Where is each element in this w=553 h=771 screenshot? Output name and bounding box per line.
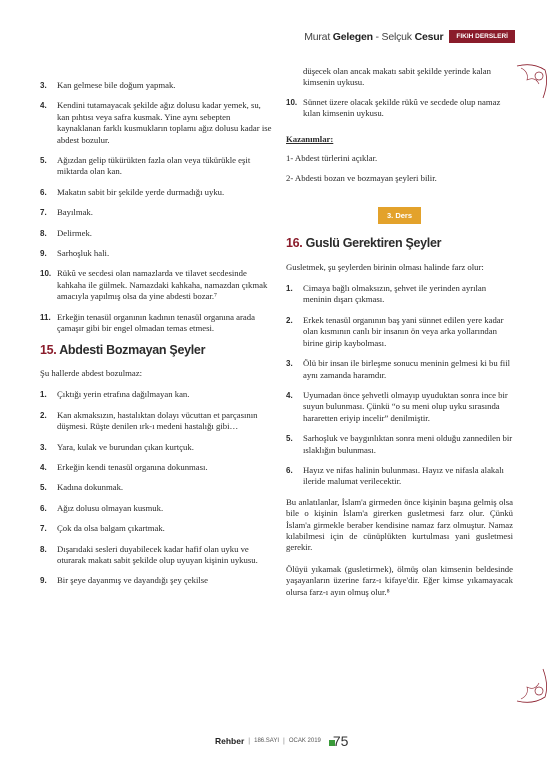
list-item-text: Erkek tenasül organının baş yani sünnet edilen yere kadar olan kısmının canlı bir insanın ön veya arka yollarından birine girip kaybolması. [303, 314, 504, 348]
abdest-bozmayan-list-end [286, 97, 513, 120]
kazanimlar-title: Kazanımlar: [286, 133, 334, 144]
list-item-text: Kendini tutamayacak şekilde ağız dolusu kadar yemek, su, kan pıhtısı veya safra kusmak. Yine aynı sebepten kaynaklanan farklı kusmukların toplamı ağız dolusu kadar ise abdest bozulur. [57, 100, 272, 145]
list-item [286, 465, 513, 488]
list-item-text: Sarhoşluk ve baygınlıktan sonra meni olduğu zannedilen bir ıslaklığın bulunması. [303, 433, 513, 455]
list-item-number: 11. [40, 312, 51, 322]
list-item-text: Makatın sabit bir şekilde yerde durmadığı uyku. [57, 186, 225, 197]
list-item [40, 410, 272, 433]
list-item-text: Ölü bir insan ile birleşme sonucu meninin gelmesi ki bu fiil aynı zamanda haramdır. [303, 358, 511, 380]
list-item-number: 3. [286, 359, 293, 369]
list-item [40, 312, 272, 335]
list-item-number: 9. [40, 249, 47, 259]
section-16-intro: Gusletmek, şu şeylerden birinin olması halinde farz olur: [286, 261, 484, 272]
abdest-bozmayan-list [40, 389, 272, 586]
list-item-text: Hayız ve nifas halinin bulunması. Hayız ve nifasla alakalı ileride malumat verilecektir. [303, 464, 504, 487]
corner-ornament-icon [515, 62, 551, 102]
list-item-number: 7. [40, 524, 47, 534]
left-column [40, 80, 272, 596]
list-item-text: Erkeğin tenasül organının kadının tenasül organına arada çamaşır gibi bir engel olmadan temas etmesi. [57, 311, 255, 334]
page-number: 75 [329, 733, 349, 749]
list-item [286, 358, 513, 381]
list-item-text: Çok da olsa balgam çıkartmak. [57, 523, 165, 534]
list-item [286, 315, 513, 349]
page-footer: Rehber | 186.SAYI | OCAK 2019 75 [215, 733, 349, 749]
section-16-heading: 16. Guslü Gerektiren Şeyler [286, 236, 442, 251]
list-item [40, 523, 272, 534]
list-item-number: 5. [40, 483, 47, 493]
list-item-number: 1. [40, 390, 47, 400]
list-item-text: Dışarıdaki sesleri duyabilecek kadar hafif olan uyku ve oturarak makatı sabit şekilde olup uyuyan kişinin uykusu. [57, 543, 258, 565]
ders-badge-row [286, 207, 513, 224]
list-item-text: Kan akmaksızın, hastalıktan dolayı vücuttan et parçasının düşmesi. Rüşte denilen ırk-ı medeni hastalığı gibi… [57, 409, 258, 432]
list-item [40, 268, 272, 302]
list-item [40, 389, 272, 400]
list-item [40, 503, 272, 514]
list-item [40, 100, 272, 146]
list-item-number: 4. [40, 462, 47, 472]
section-15-heading: 15. Abdesti Bozmayan Şeyler [40, 342, 206, 357]
list-item-number: 3. [40, 81, 47, 90]
list-item-text: Ağız dolusu olmayan kusmuk. [57, 502, 164, 513]
list-item [40, 187, 272, 198]
list-item [40, 482, 272, 493]
list-item-number: 8. [40, 544, 47, 554]
list-item-text: Çıktığı yerin etrafına dağılmayan kan. [57, 389, 190, 400]
section-tag: FIKIH DERSLERİ [449, 30, 515, 43]
list-item [40, 462, 272, 473]
gusul-list [286, 283, 513, 488]
right-column [286, 66, 513, 608]
list-item-text: Bayılmak. [57, 207, 93, 218]
list-item-text: Sarhoşluk hali. [57, 248, 110, 259]
list-item-number: 2. [40, 410, 47, 420]
magazine-logo: Rehber [215, 736, 245, 746]
list-item [40, 80, 272, 91]
list-item [286, 433, 513, 456]
list-item-number: 2. [286, 315, 293, 325]
list-item-text: Cimaya bağlı olmaksızın, şehvet ile yerinden ayrılan meninin dışarı çıkması. [303, 283, 487, 305]
list-item-text: Delirmek. [57, 227, 92, 238]
list-item-text: Rükû ve secdesi olan namazlarda ve tilavet secdesinde kahkaha ile gülmek. Namazdaki kahkaha, namazdan çıkmak amacıyla yapılmış olsa da yine abdesti bozar.⁷ [57, 268, 268, 302]
list-item [40, 442, 272, 453]
list-item-number: 5. [40, 156, 47, 166]
list-item-text: Kan gelmese bile doğum yapmak. [57, 80, 176, 90]
list-item-number: 3. [40, 442, 47, 452]
issue-number: 186.SAYI [254, 738, 280, 744]
authors: Murat Gelegen - Selçuk Cesur [304, 30, 444, 43]
list-item-number: 1. [286, 284, 293, 294]
list-item [40, 575, 272, 586]
section-15-intro: Şu hallerde abdest bozulmaz: [40, 367, 143, 378]
list-item [40, 544, 272, 567]
list-item-number: 6. [286, 465, 293, 475]
list-item [286, 390, 513, 424]
list-item-number: 6. [40, 503, 47, 513]
list-item [40, 248, 272, 259]
list-item-number: 7. [40, 208, 47, 218]
list-item-number: 10. [40, 269, 52, 279]
list-item-number: 5. [286, 434, 293, 444]
page-header [304, 30, 515, 43]
list-item-text: Uyumadan önce şehvetli olmayıp uyuduktan sonra ince bir suyun bulunması. Çünkü “o su meni olup uyku sırasında hararetten eriyip incelir” denilmiştir. [303, 389, 508, 423]
list-item-text: Bir şeye dayanmış ve dayandığı şey çekilse [57, 575, 209, 586]
list-item [40, 207, 272, 218]
kazanim-item: 1- Abdest türlerini açıklar. [286, 153, 378, 164]
list-item-number: 4. [40, 101, 47, 111]
list-item [286, 283, 513, 306]
list-item-text: Erkeğin kendi tenasül organına dokunması. [57, 461, 208, 472]
list-item: 10. Sünnet üzere olacak şekilde rükû ve secdede olup namaz kılan kimsenin uykusu. [286, 96, 501, 119]
list-item-number: 9. [40, 576, 47, 586]
corner-ornament-icon [515, 665, 551, 705]
list-item-text: Ağızdan gelip tükürükten fazla olan veya tükürükle eşit miktarda olan kan. [57, 155, 251, 177]
list-continuation: düşecek olan ancak makatı sabit şekilde yerinde kalan kimsenin uykusu. [303, 66, 491, 88]
list-item-number: 4. [286, 390, 293, 400]
kazanim-item: 2- Abdesti bozan ve bozmayan şeyleri bilir. [286, 173, 437, 184]
list-item-number: 6. [40, 187, 47, 197]
list-item-text: Yara, kulak ve burundan çıkan kurtçuk. [57, 441, 194, 452]
paragraph-olu: Ölüyü yıkamak (gusletirmek), ölmüş olan kimsenin beldesinde yaşayanların üzerine farz-ı kifaye'dir. Eğer kimse yıkamayacak olursa farz-ı ayın olmuş olur.⁸ [286, 563, 513, 597]
ders-badge: 3. Ders [378, 207, 421, 224]
paragraph-islam: Bu anlatılanlar, İslam'a girmeden önce kişinin başına gelmiş olsa bile o kişinin İslam'a girerken gusletmesi farz olur. Çünkü İslam'a girmekle beraber kendisine namaz farz olmuştur. Namaz kılabilmesi için de cünüplükten kurtulması yani gusletmesi gerekir. [286, 496, 513, 553]
kazanimlar-list [286, 153, 513, 185]
list-item [40, 228, 272, 239]
list-item-text: Kadına dokunmak. [57, 482, 124, 493]
issue-date: OCAK 2019 [288, 738, 321, 744]
abdest-bozan-list [40, 80, 272, 335]
list-item-number: 8. [40, 228, 47, 238]
list-item [40, 155, 272, 178]
